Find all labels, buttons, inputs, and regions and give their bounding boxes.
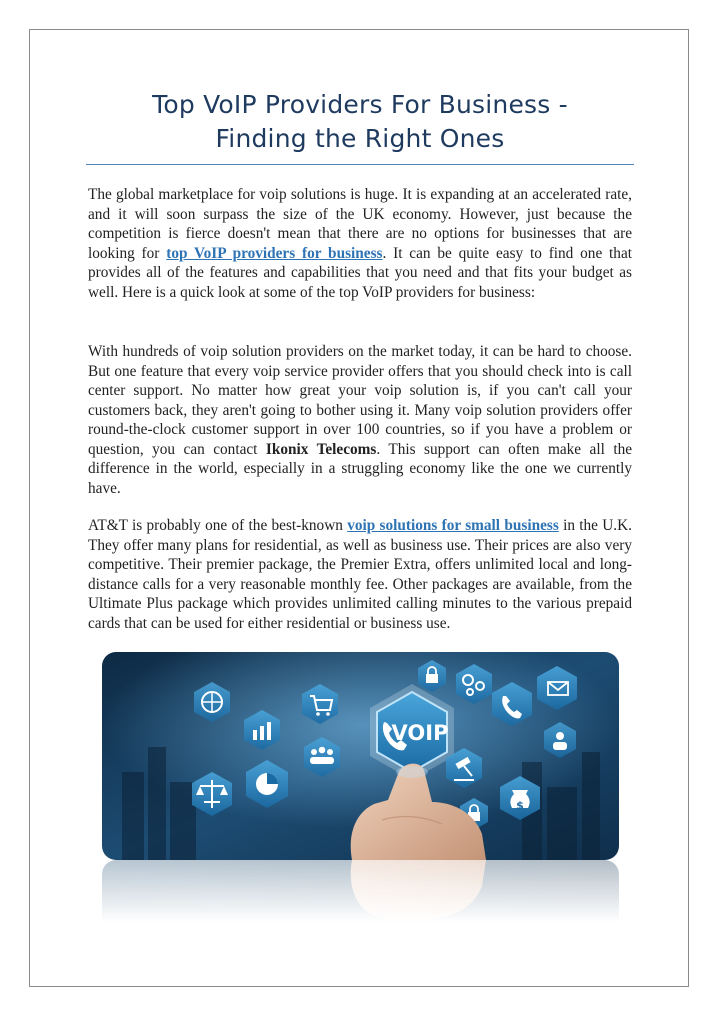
title-line-1: Top VoIP Providers For Business - [152,90,568,119]
svg-text:$: $ [516,799,524,812]
paragraph-text: With hundreds of voip solution providers on the market today, it can be hard to choose. But one feature that every voip service provider offers that you should check into is call center support. No matter how great your voip solution is, if you can't call your customers back, they aren't going to bother using it. Many voip solution providers offer round-the-clock customer support in over 100 countries, so if you have a problem or question, you can contact [88,343,632,458]
hero-reflection [102,860,619,922]
paragraph-text: AT&T is probably one of the best-known [88,517,348,534]
paragraph-text: . This support can often make all the difference in the world, especially in a struggling economy like the one we currently have. [88,440,633,497]
voip-label: VOIP [391,721,449,745]
paragraph-text: in the U.K. They offer many plans for residential, as well as business use. Their prices are also very competitive. Their premier package, the Premier Extra, offers unlimited local and long-distance calls for a very reasonable monthly fee. Other packages are available, from the Ultimate Plus package which provides unlimited calling minutes to the various prepaid cards that can be used for either residential or business use. [88,517,632,632]
page-title [86,88,634,156]
title-line-2: Finding the Right Ones [215,124,505,153]
paragraph-att [88,516,632,633]
paragraph-intro [88,185,632,302]
paragraph-text: . It can be quite easy to find one that provides all of the features and capabilities that you need and that fits your budget as well. Here is a quick look at some of the top VoIP providers for business: [88,244,632,301]
title-divider [86,164,634,165]
link-top-voip-providers[interactable]: top VoIP providers for business [166,244,383,262]
paragraph-support [88,342,632,498]
voip-hero-image [102,652,619,860]
company-name: Ikonix Telecoms [265,440,377,458]
link-voip-small-business[interactable]: voip solutions for small business [347,517,559,534]
paragraph-text: The global marketplace for voip solutions is huge. It is expanding at an accelerated rate, and it will soon surpass the size of the UK economy. However, just because the competition is fierce doesn't mean that there are no options for businesses that are looking for [88,186,632,262]
